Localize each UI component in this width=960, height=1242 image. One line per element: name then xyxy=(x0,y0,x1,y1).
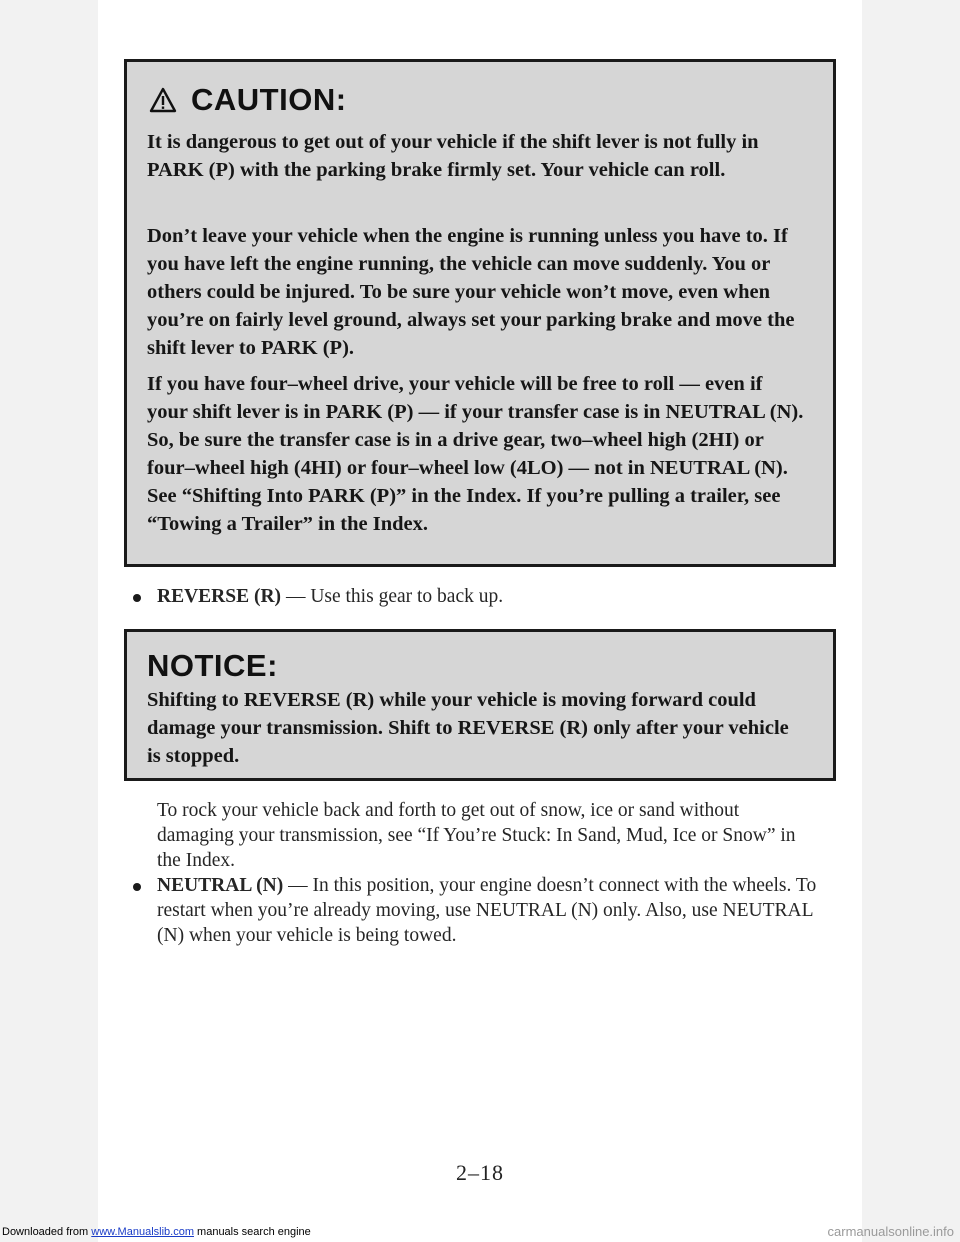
notice-heading: NOTICE: xyxy=(147,648,278,683)
caution-paragraph-3: If you have four–wheel drive, your vehicle will be free to roll — even if your shift lever is in PARK (P) — if your transfer case is in NEUTRAL (N). So, be sure the transfer case is in a drive gear, two–wheel high (2HI) or four–wheel high (4HI) or four–wheel low (4LO) — not in NEUTRAL (N). See “Shifting Into PARK (P)” in the Index. If you’re pulling a trailer, see “Towing a Trailer” in the Index. xyxy=(147,373,804,535)
reverse-text: — Use this gear to back up. xyxy=(281,586,504,607)
watermark-prefix: Downloaded from xyxy=(2,1226,92,1238)
caution-box xyxy=(124,59,836,567)
reverse-item xyxy=(157,584,817,609)
neutral-item xyxy=(157,873,817,948)
neutral-text: — In this position, your engine doesn’t connect with the wheels. To restart when you’re already moving, use NEUTRAL (N) only. Also, use NEUTRAL (N) when your vehicle is being towed. xyxy=(157,875,817,946)
bullet-reverse xyxy=(133,594,141,602)
download-watermark xyxy=(2,1226,311,1238)
notice-box xyxy=(124,629,836,781)
manualslib-link[interactable]: www.Manualslib.com xyxy=(91,1226,194,1238)
rock-paragraph: To rock your vehicle back and forth to get out of snow, ice or sand without damaging your transmission, see “If You’re Stuck: In Sand, Mud, Ice or Snow” in the Index. xyxy=(157,800,796,871)
caution-paragraph-1: It is dangerous to get out of your vehicle if the shift lever is not fully in PARK (P) with the parking brake firmly set. Your vehicle can roll. xyxy=(147,131,759,181)
carmanuals-watermark: carmanualsonline.info xyxy=(827,1224,954,1239)
page-number: 2–18 xyxy=(456,1160,504,1185)
notice-paragraph: Shifting to REVERSE (R) while your vehicle is moving forward could damage your transmission. Shift to REVERSE (R) only after your vehicle is stopped. xyxy=(147,689,789,767)
caution-heading xyxy=(149,82,347,118)
reverse-term: REVERSE (R) xyxy=(157,586,282,607)
neutral-term: NEUTRAL (N) xyxy=(157,875,284,896)
caution-paragraph-2: Don’t leave your vehicle when the engine is running unless you have to. If you have left the engine running, the vehicle can move suddenly. You or others could be injured. To be sure your vehicle won’t move, even when you’re on fairly level ground, always set your parking brake and move the shift lever to PARK (P). xyxy=(147,225,795,359)
warning-triangle-icon xyxy=(149,87,177,113)
watermark-suffix: manuals search engine xyxy=(193,1226,311,1238)
caution-heading-text: CAUTION: xyxy=(191,82,347,117)
bullet-neutral xyxy=(133,883,141,891)
